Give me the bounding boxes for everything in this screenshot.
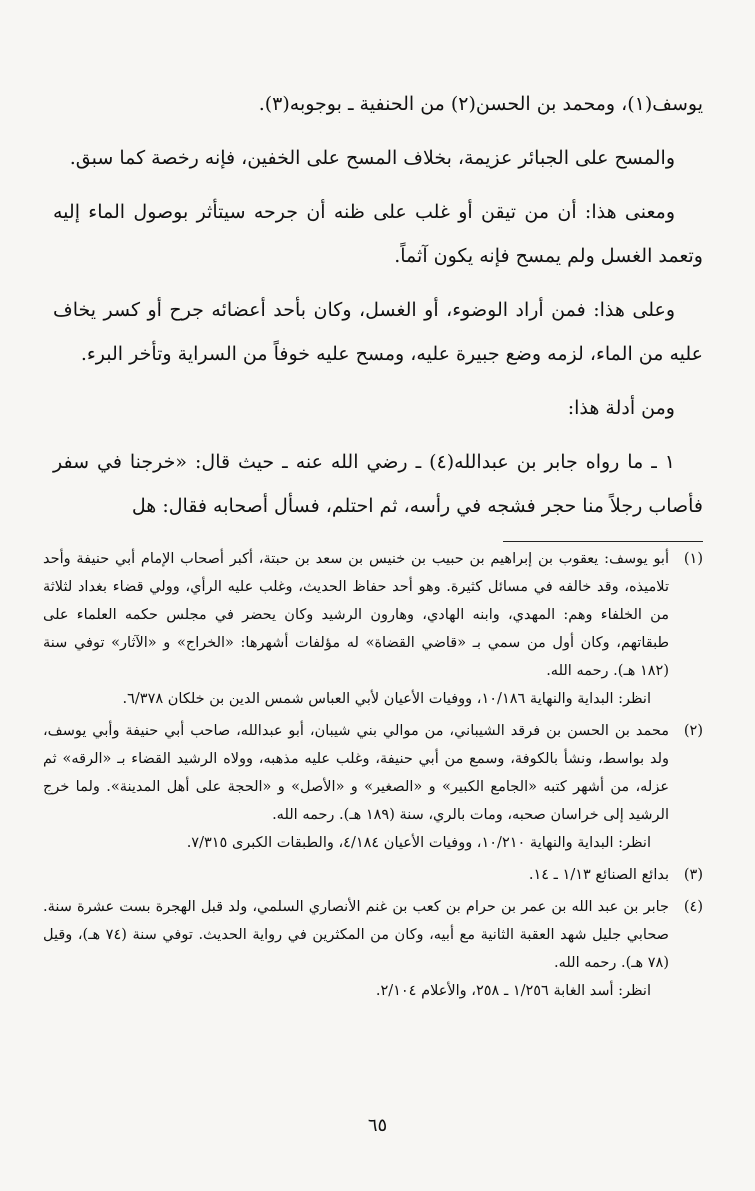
main-text — [53, 82, 703, 538]
footnote-number: (١) — [683, 551, 703, 567]
footnote-body — [43, 545, 669, 713]
footnote-number: (٢) — [683, 723, 703, 739]
paragraph-jabair-azima: والمسح على الجبائر عزيمة، بخلاف المسح على الخفين، فإنه رخصة كما سبق. — [69, 147, 675, 169]
footnotes — [43, 545, 703, 1009]
footnote-text: بدائع الصنائع ١/١٣ ـ ١٤. — [528, 867, 669, 883]
footnote-body — [43, 893, 669, 1005]
paragraph-continuation: يوسف(١)، ومحمد بن الحسن(٢) من الحنفية ـ بوجوبه(٣). — [258, 93, 703, 115]
footnote-text: أبو يوسف: يعقوب بن إبراهيم بن حبيب بن خنيس بن سعد بن حبتة، أكبر أصحاب الإمام أبي حنيفة وأحد تلاميذه، وقد خالفه في مسائل كثيرة. وهو أحد حفاظ الحديث، وغلب عليه الرأي، وولي قضاء بغداد لثلاثة من الخلفاء وهم: المهدي، وابنه الهادي، وهارون الرشيد وكان يحضر في مجلس حكمه العلماء على طبقاتهم، وكان أول من سمي بـ «قاضي القضاة» له مؤلفات أشهرها: «الخراج» و «الآثار» توفي سنة (١٨٢ هـ). رحمه الله. — [43, 551, 670, 679]
footnote — [43, 893, 703, 1005]
footnote — [43, 545, 703, 713]
footnote-text: محمد بن الحسن بن فرقد الشيباني، من موالي بني شيبان، أبو عبدالله، صاحب أبي حنيفة وأبي يوسف، ولد بواسط، ونشأ بالكوفة، وسمع من أبي حنيفة، وغلب عليه مذهبه، وولاه الرشيد القضاء بـ «الرقه» ثم عزله، من أشهر كتبه «الجامع الكبير» و «الصغير» و «الأصل» و «الحجة على أهل المدينة». ولما خرج الرشيد إلى خراسان صحبه، ومات بالري، سنة (١٨٩ هـ). رحمه الله. — [43, 723, 669, 823]
footnote — [43, 861, 703, 889]
paragraph-consequence: وعلى هذا: فمن أراد الوضوء، أو الغسل، وكان بأحد أعضائه جرح أو كسر يخاف عليه من الماء، لزمه وضع جبيرة عليه، ومسح عليه خوفاً من السراية وتأخر البرء. — [53, 299, 703, 365]
footnote-body — [43, 717, 669, 857]
footnote — [43, 717, 703, 857]
footnote-reference: انظر: أسد الغابة ١/٢٥٦ ـ ٢٥٨، والأعلام ٢/١٠٤. — [375, 983, 651, 999]
footnote-number: (٤) — [683, 899, 703, 915]
paragraph-evidence-1: ١ ـ ما رواه جابر بن عبدالله(٤) ـ رضي الله عنه ـ حيث قال: «خرجنا في سفر فأصاب رجلاً منا حجر فشجه في رأسه، ثم احتلم، فسأل أصحابه فقال: هل — [53, 451, 703, 517]
page-number: ٦٥ — [367, 1115, 388, 1136]
footnote-reference: انظر: البداية والنهاية ١٠/١٨٦، ووفيات الأعيان لأبي العباس شمس الدين بن خلكان ٦/٣٧٨. — [122, 691, 651, 707]
footnote-reference: انظر: البداية والنهاية ١٠/٢١٠، ووفيات الأعيان ٤/١٨٤، والطبقات الكبرى ٧/٣١٥. — [186, 835, 651, 851]
footnote-text: جابر بن عبد الله بن عمر بن حرام بن كعب بن غنم الأنصاري السلمي، ولد قبل الهجرة بست عشرة سنة. صحابي جليل شهد العقبة الثانية مع أبيه، وكان من المكثرين في رواية الحديث. توفي سنة (٧٤ هـ)، وقيل (٧٨ هـ). رحمه الله. — [43, 899, 669, 971]
footnote-body — [43, 861, 669, 889]
footnote-number: (٣) — [683, 867, 703, 883]
footnote-separator — [503, 541, 703, 542]
paragraph-evidence-heading: ومن أدلة هذا: — [567, 397, 675, 419]
paragraph-meaning: ومعنى هذا: أن من تيقن أو غلب على ظنه أن جرحه سيتأثر بوصول الماء إليه وتعمد الغسل ولم يمسح فإنه يكون آثماً. — [53, 201, 703, 267]
